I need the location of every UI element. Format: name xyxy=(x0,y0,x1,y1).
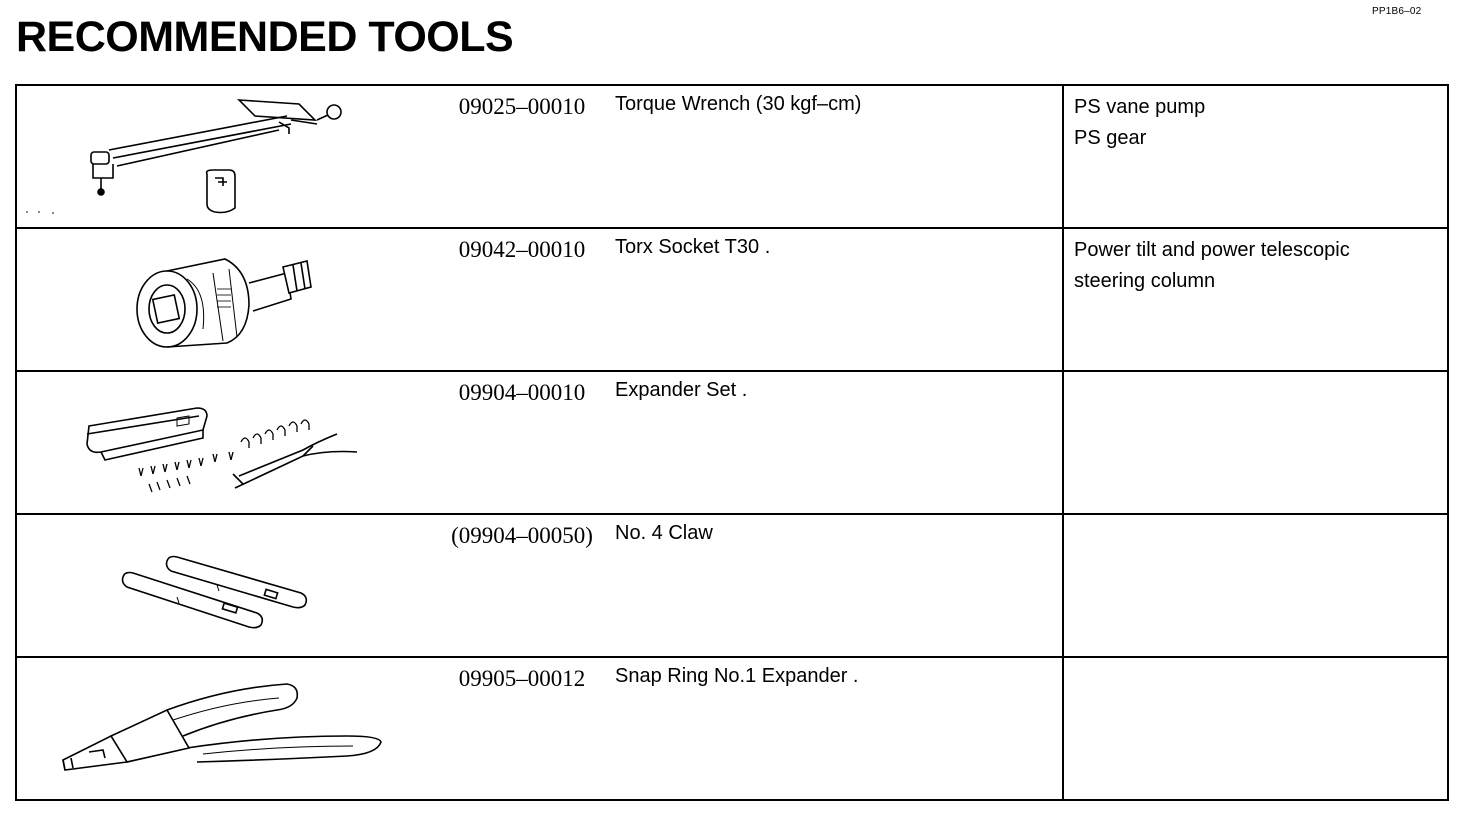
use-text: Power tilt and power telescopic xyxy=(1074,239,1350,261)
use-text: PS vane pump xyxy=(1074,96,1206,118)
use-text: steering column xyxy=(1074,270,1216,292)
page-code: PP1B6–02 xyxy=(1372,6,1422,17)
claw-icon xyxy=(17,515,417,655)
page-title: RECOMMENDED TOOLS xyxy=(16,13,514,61)
tool-cell xyxy=(16,657,1063,800)
use-cell xyxy=(1063,228,1448,371)
use-cell xyxy=(1063,657,1448,800)
tool-name: Torque Wrench (30 kgf–cm) xyxy=(615,93,862,115)
expander-set-icon xyxy=(17,372,417,512)
part-number: 09904–00010 xyxy=(458,380,586,405)
tool-name: Torx Socket T30 . xyxy=(615,236,771,258)
use-cell xyxy=(1063,85,1448,228)
use-cell xyxy=(1063,514,1448,657)
part-number: 09042–00010 xyxy=(458,237,586,262)
use-text: PS gear xyxy=(1074,127,1147,149)
tools-table xyxy=(15,84,1449,801)
tool-cell xyxy=(16,371,1063,514)
tool-cell xyxy=(16,514,1063,657)
tool-name: Expander Set . xyxy=(615,379,748,401)
torx-socket-icon xyxy=(17,229,417,369)
use-cell xyxy=(1063,371,1448,514)
snap-ring-expander-icon xyxy=(17,658,417,798)
tool-name: Snap Ring No.1 Expander . xyxy=(615,665,859,687)
table-row xyxy=(16,85,1448,228)
part-number: 09025–00010 xyxy=(458,94,586,119)
part-number: 09905–00012 xyxy=(458,666,586,691)
tool-cell xyxy=(16,228,1063,371)
table-row xyxy=(16,228,1448,371)
table-row xyxy=(16,514,1448,657)
torque-wrench-icon xyxy=(17,86,417,226)
table-row xyxy=(16,371,1448,514)
part-number: (09904–00050) xyxy=(451,523,593,548)
table-row xyxy=(16,657,1448,800)
tool-name: No. 4 Claw xyxy=(615,522,713,544)
tool-cell xyxy=(16,85,1063,228)
